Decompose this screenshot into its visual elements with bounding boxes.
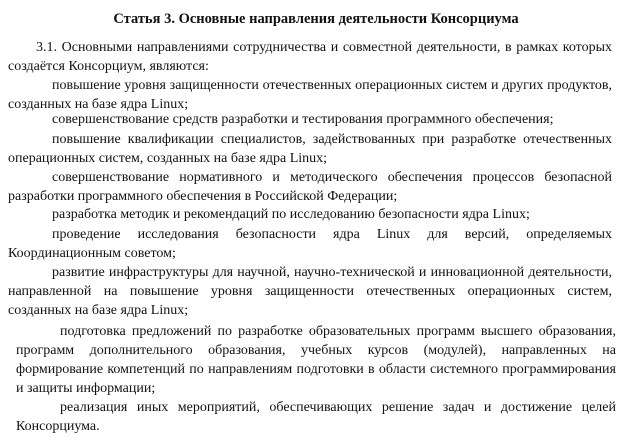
intro-paragraph: 3.1. Основными направлениями сотрудничества и совместной деятельности, в рамках которых создаётся Консорциум, являются: — [8, 40, 612, 74]
list-item: реализация иных мероприятий, обеспечивающих решение задач и достижение целей Консорциума. — [16, 400, 616, 434]
list-item: подготовка предложений по разработке образовательных программ высшего образования, программ дополнительного образования, учебных курсов (модулей), направленных на формирование компетенций по направлениям подготовки в области системного программирования и защиты информации; — [16, 324, 616, 396]
list-item: разработка методик и рекомендаций по исследованию безопасности ядра Linux; — [52, 207, 530, 222]
list-item: совершенствование нормативного и методического обеспечения процессов безопасной разработки программного обеспечения в Российской Федерации; — [8, 170, 612, 204]
list-item: проведение исследования безопасности ядра Linux для версий, определяемых Координационным советом; — [8, 227, 612, 261]
list-item: развитие инфраструктуры для научной, научно-технической и инновационной деятельности, направленной на повышение уровня защищенности отечественных операционных систем, созданных на базе ядра Linux; — [8, 265, 612, 318]
list-item: совершенствование средств разработки и тестирования программного обеспечения; — [52, 112, 554, 127]
list-item: повышение квалификации специалистов, задействованных при разработке отечественных операционных систем, созданных на базе ядра Linux; — [8, 132, 612, 166]
article-title: Статья 3. Основные направления деятельности Консорциума — [113, 11, 519, 27]
list-item: повышение уровня защищенности отечественных операционных систем и других продуктов, созданных на базе ядра Linux; — [8, 78, 612, 112]
